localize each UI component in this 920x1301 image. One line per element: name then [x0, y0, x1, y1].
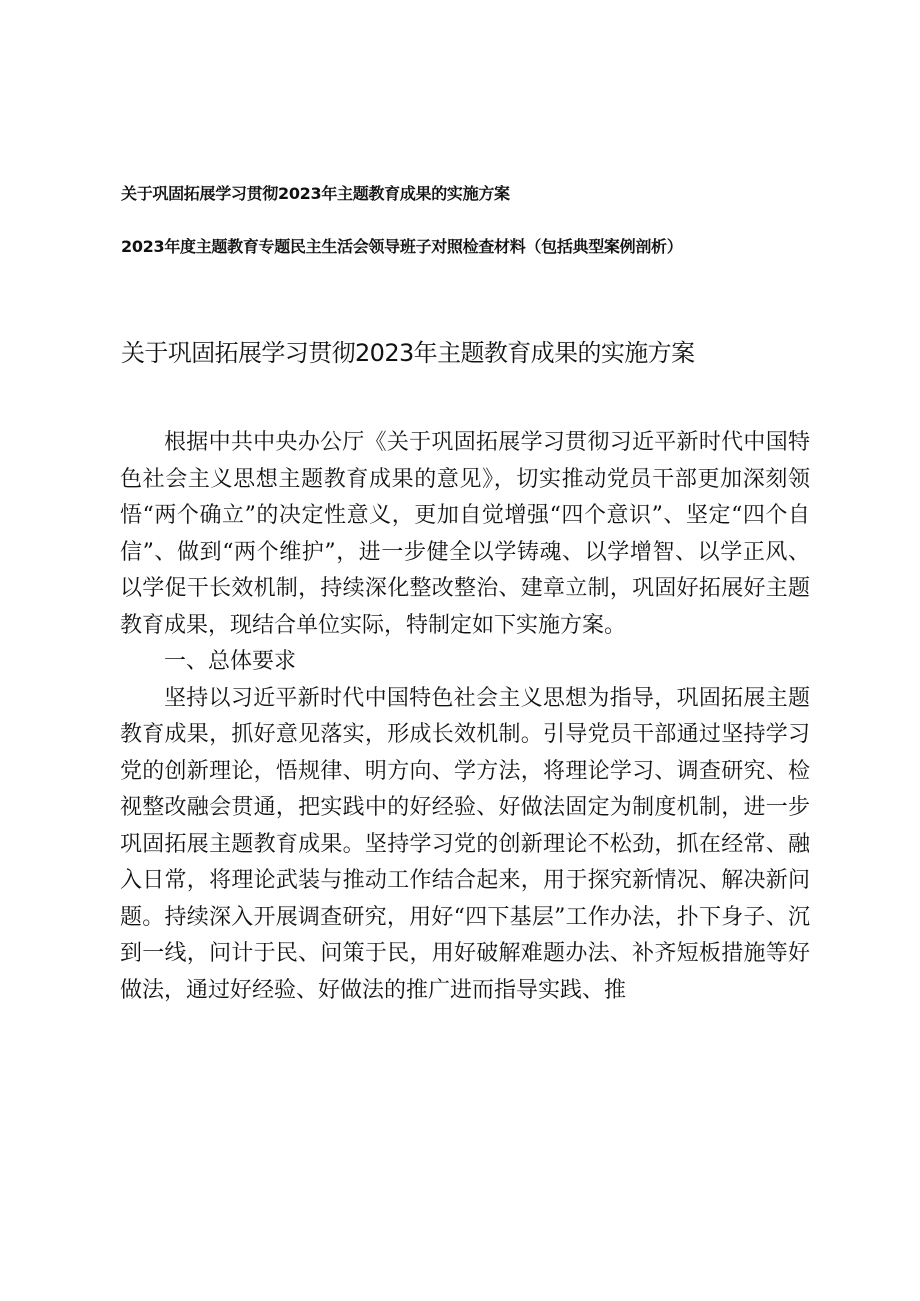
- toc-item-2: 2023年度主题教育专题民主生活会领导班子对照检查材料（包括典型案例剖析）: [121, 237, 683, 256]
- section-heading-general-requirements: 一、总体要求: [164, 649, 297, 674]
- toc-item-1: 关于巩固拓展学习贯彻2023年主题教育成果的实施方案: [121, 184, 510, 203]
- intro-paragraph: 根据中共中央办公厅《关于巩固拓展学习贯彻习近平新时代中国特色社会主义思想主题教育成果的意见》，切实推动党员干部更加深刻领悟“两个确立”的决定性意义，更加自觉增强“四个意识”、坚定“四个自信”、做到“两个维护”，进一步健全以学铸魂、以学增智、以学正风、以学促干长效机制，持续深化整改整治、建章立制，巩固好拓展好主题教育成果，现结合单位实际，特制定如下实施方案。: [120, 430, 810, 638]
- document-title: 关于巩固拓展学习贯彻2023年主题教育成果的实施方案: [121, 339, 695, 367]
- document-body: [120, 425, 810, 1009]
- body-paragraph: 坚持以习近平新时代中国特色社会主义思想为指导，巩固拓展主题教育成果，抓好意见落实，形成长效机制。引导党员干部通过坚持学习党的创新理论，悟规律、明方向、学方法，将理论学习、调查研究、检视整改融会贯通，把实践中的好经验、好做法固定为制度机制，进一步巩固拓展主题教育成果。坚持学习党的创新理论不松劲，抓在经常、融入日常，将理论武装与推动工作结合起来，用于探究新情况、解决新问题。持续深入开展调查研究，用好“四下基层”工作办法，扑下身子、沉到一线，问计于民、问策于民，用好破解难题办法、补齐短板措施等好做法，通过好经验、好做法的推广进而指导实践、推: [120, 685, 810, 1003]
